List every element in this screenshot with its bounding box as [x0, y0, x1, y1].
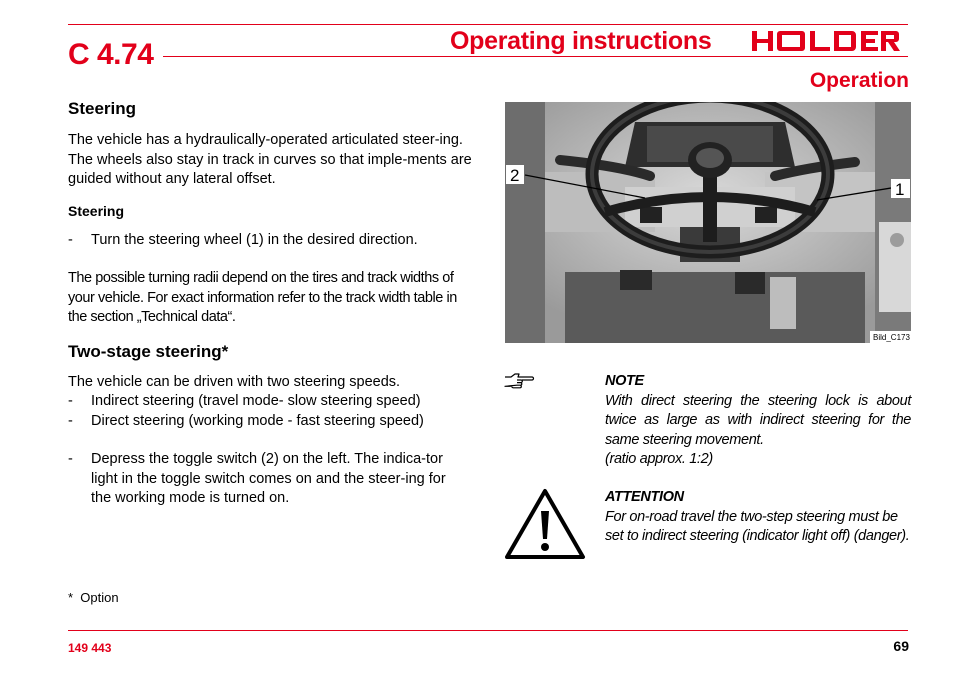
note-heading: NOTE — [605, 373, 644, 389]
two-stage-step-list — [68, 450, 468, 509]
warning-triangle-icon — [504, 487, 586, 566]
steering-mode-direct: - Direct steering (working mode - fast steering speed) — [68, 412, 473, 432]
note-ratio: (ratio approx. 1:2) — [605, 451, 713, 467]
footnote: * Option — [68, 590, 119, 605]
brand-logo — [750, 28, 902, 59]
steering-step: - Turn the steering wheel (1) in the desired direction. — [68, 231, 473, 251]
attention-block — [605, 488, 911, 547]
figure-caption: Bild_C173 — [873, 333, 910, 342]
figure-label-1: 1 — [895, 180, 905, 199]
steering-intro: The vehicle has a hydraulically-operated articulated steer-ing. The wheels also stay in track in curves so that imple-ments are guided without any lateral offset. — [68, 132, 472, 187]
footer-rule — [68, 630, 908, 631]
pointing-hand-icon — [503, 371, 535, 396]
figure-label-2: 2 — [510, 166, 520, 185]
two-stage-intro: The vehicle can be driven with two steering speeds. — [68, 374, 401, 390]
steering-step-list — [68, 231, 473, 251]
steering-modes-list — [68, 392, 473, 431]
section-title: Operation — [809, 69, 909, 92]
page-number: 69 — [893, 638, 909, 654]
steering-subheading: Steering — [68, 203, 125, 219]
steering-heading: Steering — [68, 99, 137, 118]
steering-mode-indirect: - Indirect steering (travel mode- slow steering speed) — [68, 392, 473, 412]
attention-heading: ATTENTION — [605, 489, 684, 505]
two-stage-step: - Depress the toggle switch (2) on the left. The indica-tor light in the toggle switch comes on and the steer-ing for the working mode is turned on. — [68, 450, 468, 509]
steering-wheel-photo — [505, 102, 911, 343]
header-top-rule — [68, 24, 908, 25]
doc-number: 149 443 — [68, 641, 112, 655]
header-title: Operating instructions — [450, 27, 712, 55]
doc-code: C 4.74 — [68, 38, 159, 72]
note-block — [605, 372, 911, 470]
note-text: With direct steering the steering lock is about twice as large as with indirect steering for the same steering movement. — [605, 392, 911, 448]
turning-radii-text: The possible turning radii depend on the tires and track widths of your vehicle. For exact information refer to the track width table in the section „Technical data“. — [68, 270, 457, 325]
two-stage-heading: Two-stage steering* — [68, 342, 229, 361]
attention-text: For on-road travel the two-step steering must be set to indirect steering (indicator light off) (danger). — [605, 508, 910, 544]
